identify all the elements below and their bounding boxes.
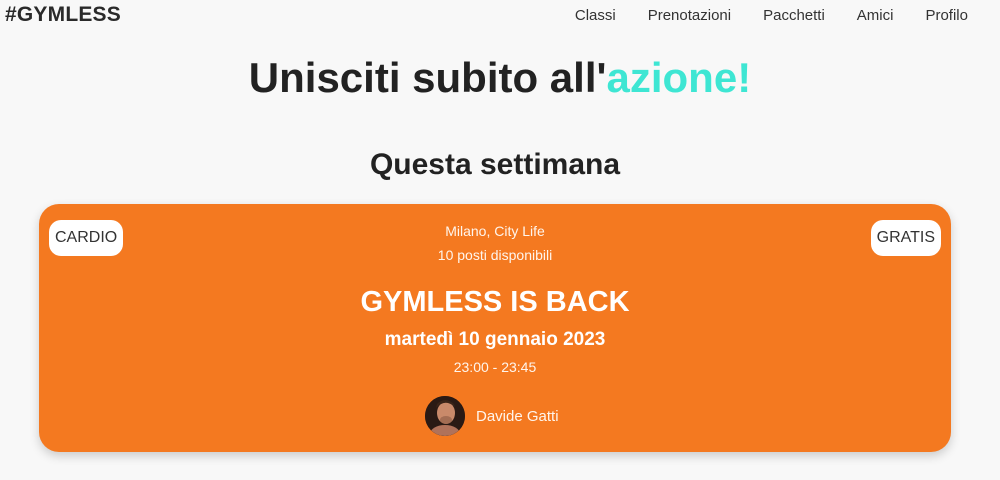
event-card[interactable] [39,204,951,452]
nav-item-classi[interactable]: Classi [574,7,616,24]
top-navbar [0,0,1000,34]
category-badge: CARDIO [49,220,123,256]
main-nav [575,7,968,24]
event-title: GYMLESS IS BACK [360,286,630,318]
event-host[interactable] [425,396,559,436]
event-location: Milano, City Life [445,223,545,239]
nav-item-prenotazioni[interactable]: Prenotazioni [647,7,732,24]
avatar[interactable] [425,396,465,436]
event-time: 23:00 - 23:45 [453,359,537,375]
nav-item-amici[interactable]: Amici [856,7,894,24]
hero-title [0,54,1000,102]
hero-title-text: Unisciti subito all' [248,54,607,101]
event-date: martedì 10 gennaio 2023 [384,329,606,350]
hero-title-accent: azione! [606,54,752,101]
brand-logo[interactable]: #GYMLESS [5,3,121,26]
section-title: Questa settimana [369,148,621,181]
price-badge: GRATIS [871,220,941,256]
nav-item-pacchetti[interactable]: Pacchetti [763,7,825,24]
nav-item-profilo[interactable]: Profilo [925,7,968,24]
event-seats: 10 posti disponibili [437,247,553,263]
avatar-photo-icon [425,396,465,436]
host-name[interactable]: Davide Gatti [476,407,559,425]
